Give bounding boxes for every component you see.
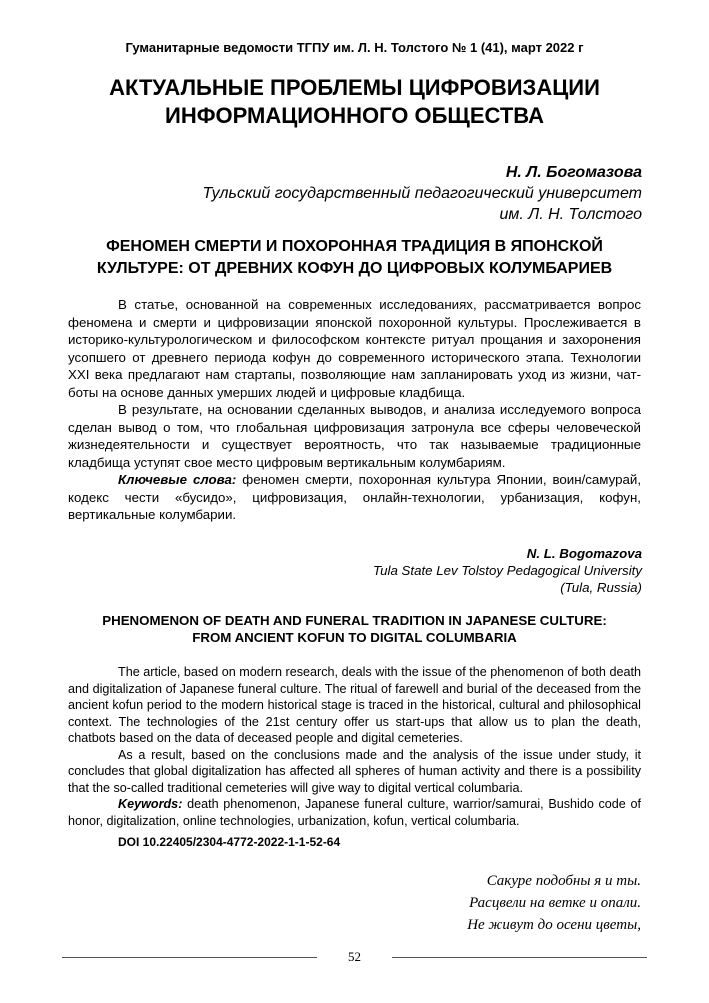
abstract-en <box>68 664 641 829</box>
section-title-line: ИНФОРМАЦИОННОГО ОБЩЕСТВА <box>165 103 544 128</box>
keywords-ru <box>68 471 641 524</box>
article-title-en-line: PHENOMENON OF DEATH AND FUNERAL TRADITION IN JAPANESE CULTURE: <box>102 613 607 628</box>
abstract-ru-paragraph: В статье, основанной на современных исследованиях, рассматривается вопрос феномена и смерти и цифровизации японской похоронной культуры. Прослеживается в историко-культурологическом и философском контексте ритуал прощания и захоронения усопшего от древнего периода кофун до современного исторического этапа. Технологии XXI века предлагают нам стартапы, позволяющие нам запланировать уход из жизни, чат-боты на основе данных умерших людей и цифровые кладбища. <box>68 297 641 400</box>
doi[interactable]: DOI 10.22405/2304-4772-2022-1-1-52-64 <box>118 835 341 849</box>
section-title-line: АКТУАЛЬНЫЕ ПРОБЛЕМЫ ЦИФРОВИЗАЦИИ <box>109 75 600 100</box>
section-title <box>60 74 649 130</box>
article-title-en <box>60 612 649 646</box>
keywords-ru-text: феномен смерти, похоронная культура Японии, воин/самурай, кодекс чести «бусидо», цифровизация, онлайн-технологии, урбанизация, кофун, вертикальные колумбарии. <box>68 472 642 522</box>
journal-header: Гуманитарные ведомости ТГПУ им. Л. Н. Толстого № 1 (41), март 2022 г <box>125 40 584 55</box>
affiliation-line-en: Tula State Lev Tolstoy Pedagogical University <box>372 563 642 578</box>
keywords-en-text: death phenomenon, Japanese funeral culture, warrior/samurai, Bushido code of honor, digitalization, online technologies, urbanization, kofun, vertical columbaria. <box>68 797 641 828</box>
abstract-en-paragraph: The article, based on modern research, deals with the issue of the phenomenon of both death and digitalization of Japanese funeral culture. The ritual of farewell and burial of the deceased from the ancient kofun period to the modern historical stage is traced in the historical, cultural and philosophical context. The technologies of the 21st century offer us start-ups that allow us to plan the death, chatbots based on the data of deceased people and digital cemeteries. <box>68 665 641 745</box>
epigraph <box>467 870 641 936</box>
article-title-ru-line: ФЕНОМЕН СМЕРТИ И ПОХОРОННАЯ ТРАДИЦИЯ В ЯПОНСКОЙ <box>106 238 603 255</box>
keywords-ru-label: Ключевые слова: <box>118 472 237 487</box>
author-name-ru: Н. Л. Богомазова <box>505 164 642 181</box>
article-title-ru-line: КУЛЬТУРЕ: ОТ ДРЕВНИХ КОФУН ДО ЦИФРОВЫХ КОЛУМБАРИЕВ <box>96 260 613 277</box>
author-block-ru <box>202 162 642 225</box>
affiliation-line-ru: им. Л. Н. Толстого <box>499 206 642 223</box>
page-number: 52 <box>348 949 361 964</box>
keywords-en <box>68 796 641 829</box>
author-name-en: N. L. Bogomazova <box>526 546 642 561</box>
epigraph-line: Расцвели на ветке и опали. <box>469 895 641 911</box>
article-title-ru <box>60 236 649 280</box>
epigraph-line: Сакуре подобны я и ты. <box>486 873 641 889</box>
epigraph-line: Не живут до осени цветы, <box>467 917 641 933</box>
author-block-en <box>373 545 642 596</box>
abstract-en-paragraph: As a result, based on the conclusions made and the analysis of the issue under study, it concludes that global digitalization has affected all spheres of human activity and there is a possibility that the so-called traditional cemeteries will give way to digital vertical columbaria. <box>68 747 641 795</box>
abstract-ru-paragraph: В результате, на основании сделанных выводов, и анализа исследуемого вопроса сделан вывод о том, что глобальная цифровизация затронула все сферы человеческой жизнедеятельности и существует вероятность, что так называемые традиционные кладбища уступят свое место цифровым вертикальным колумбариям. <box>68 402 641 470</box>
affiliation-line-en: (Tula, Russia) <box>560 580 642 595</box>
abstract-ru <box>68 296 641 524</box>
keywords-en-label: Keywords: <box>118 797 183 811</box>
article-title-en-line: FROM ANCIENT KOFUN TO DIGITAL COLUMBARIA <box>192 630 517 645</box>
affiliation-line-ru: Тульский государственный педагогический университет <box>202 185 642 202</box>
